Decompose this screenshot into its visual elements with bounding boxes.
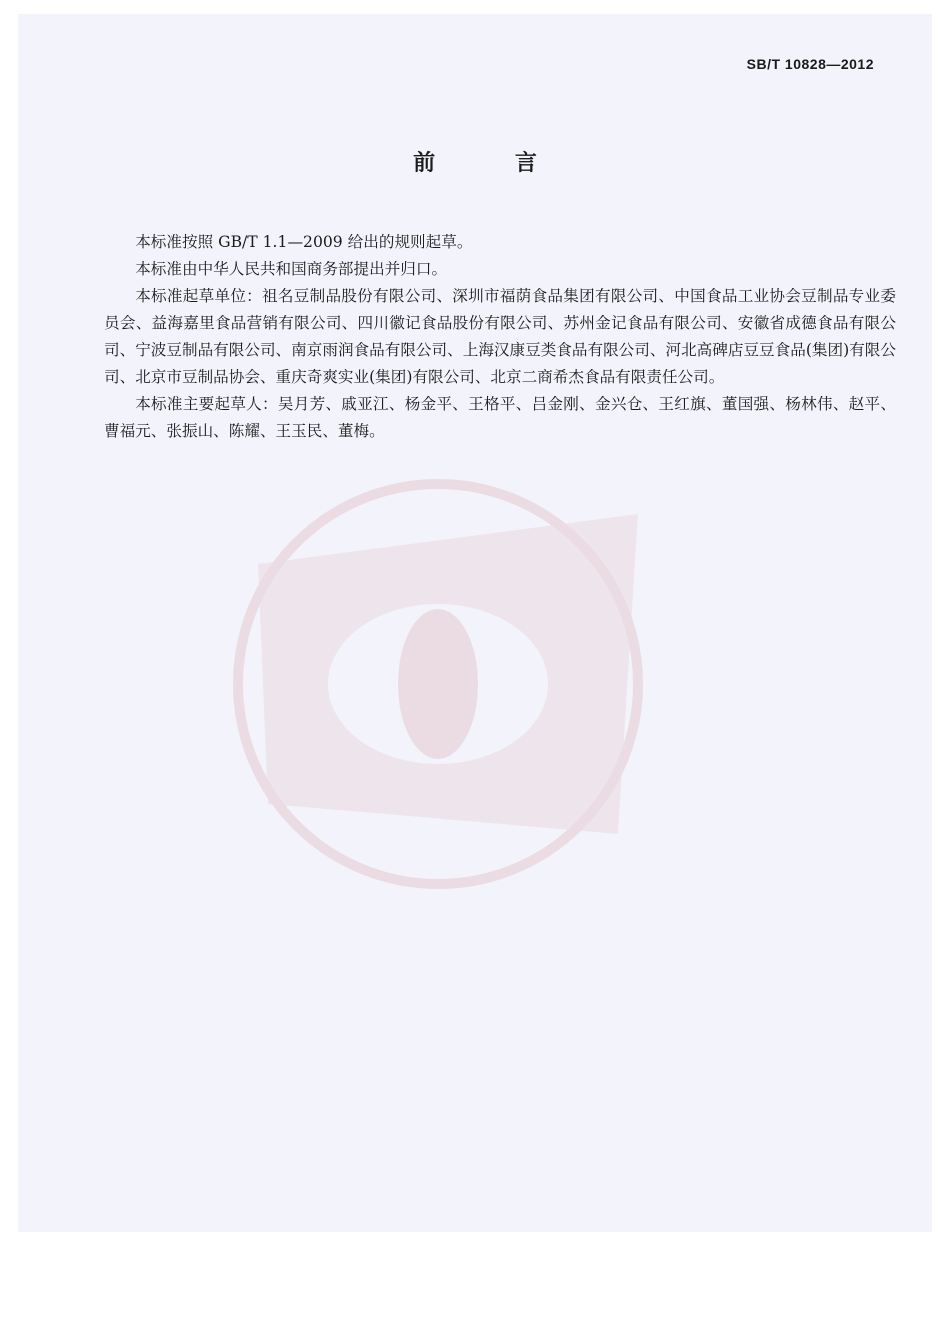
paragraph-proposer: 本标准由中华人民共和国商务部提出并归口。 [135,260,448,278]
paragraph-drafting-units: 本标准起草单位：祖名豆制品股份有限公司、深圳市福荫食品集团有限公司、中国食品工业协会豆制品专业委员会、益海嘉里食品营销有限公司、四川徽记食品股份有限公司、苏州金记食品有限公司、安徽省成德食品有限公司、宁波豆制品有限公司、南京雨润食品有限公司、上海汉康豆类食品有限公司、河北高碑店豆豆食品(集团)有限公司、北京市豆制品协会、重庆奇爽实业(集团)有限公司、北京二商希杰食品有限责任公司。 [104,287,896,386]
bottom-margin [0,1232,950,1344]
page-title: 前 言 [413,150,573,176]
foreword-body [104,229,896,445]
watermark-emblem-icon [168,474,708,894]
paragraph-drafting-rules: 本标准按照 GB/T 1.1—2009 给出的规则起草。 [135,233,473,251]
scanned-page [18,14,932,1232]
standard-number: SB/T 10828—2012 [746,56,874,72]
paragraph-drafters: 本标准主要起草人：吴月芳、戚亚江、杨金平、王格平、吕金刚、金兴仓、王红旗、董国强、杨林伟、赵平、曹福元、张振山、陈耀、王玉民、董梅。 [104,395,896,440]
